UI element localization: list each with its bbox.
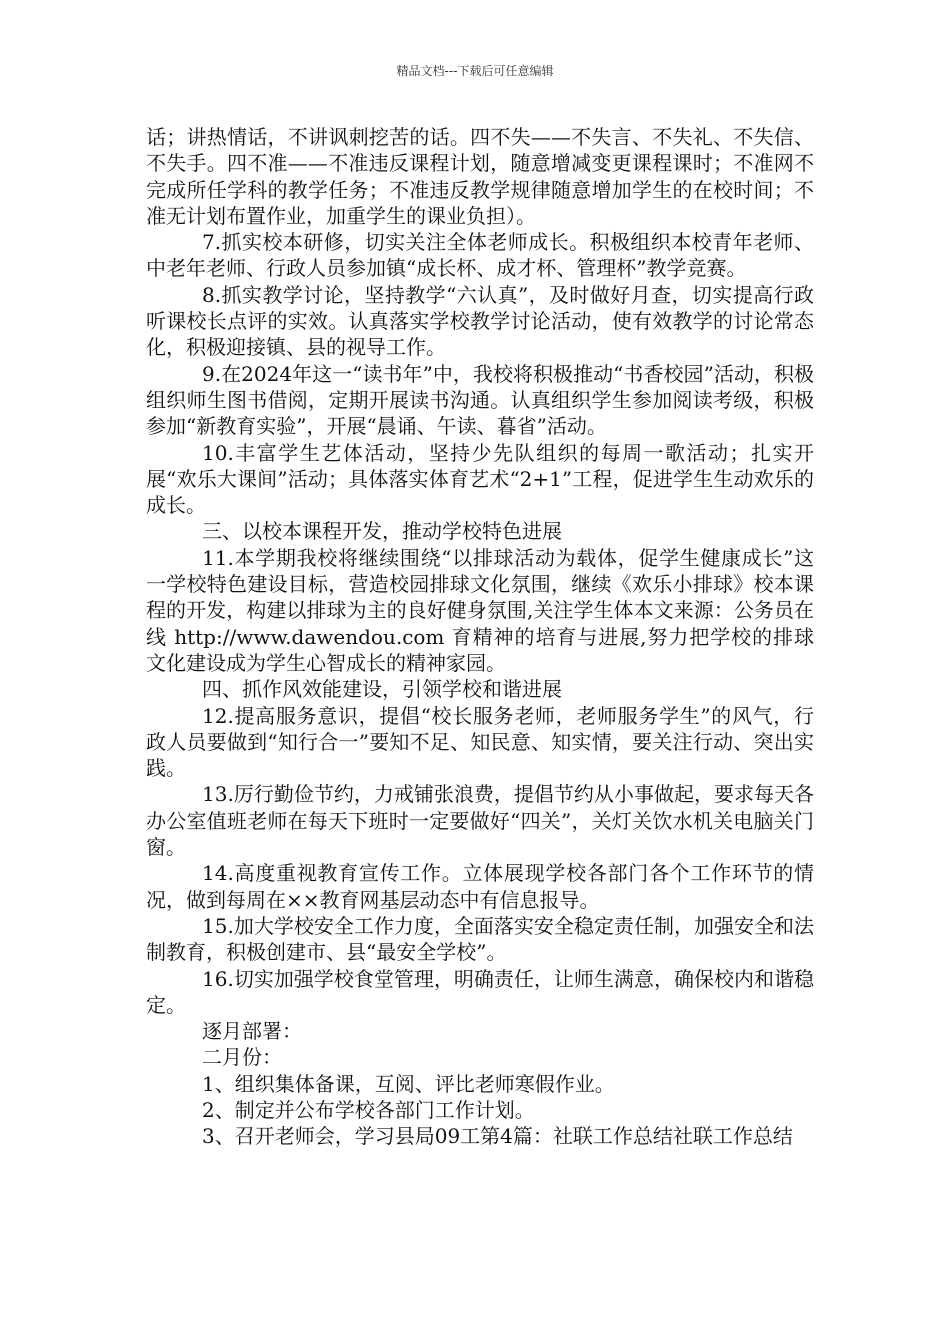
paragraph: 2、制定并公布学校各部门工作计划。: [202, 1097, 535, 1122]
paragraph: 话；讲热情话，不讲讽刺挖苦的话。四不失——不失言、不失礼、不失信、不失手。四不准——不准违反课程计划，随意增减变更课程课时；不准网不完成所任学科的教学任务；不准违反教学规律随意增加学生的在校时间；不准无计划布置作业，加重学生的课业负担）。: [146, 125, 814, 228]
paragraph: 16.切实加强学校食堂管理，明确责任，让师生满意，确保校内和谐稳定。: [146, 966, 814, 1017]
paragraph: 11.本学期我校将继续围绕“以排球活动为载体，促学生健康成长”这一学校特色建设目标，营造校园排球文化氛围，继续《欢乐小排球》校本课程的开发，构建以排球为主的良好健身氛围,关注学生体本文来源：公务员在线 http://www.dawendou.com 育精神的培育与进展,努力把学校的排球文化建设成为学生心智成长的精神家园。: [146, 545, 814, 675]
paragraph: 二月份：: [202, 1045, 282, 1070]
paragraph: 7.抓实校本研修，切实关注全体老师成长。积极组织本校青年老师、中老年老师、行政人员参加镇“成长杯、成才杯、管理杯”教学竞赛。: [146, 230, 814, 281]
paragraph: 13.厉行勤俭节约，力戒铺张浪费，提倡节约从小事做起，要求每天各办公室值班老师在每天下班时一定要做好“四关”，关灯关饮水机关电脑关门窗。: [146, 782, 814, 860]
paragraph: 10.丰富学生艺体活动，坚持少先队组织的每周一歌活动；扎实开展“欢乐大课间”活动；具体落实体育艺术“2+1”工程，促进学生生动欢乐的成长。: [146, 440, 814, 518]
paragraph: 15.加大学校安全工作力度，全面落实安全稳定责任制，加强安全和法制教育，积极创建市、县“最安全学校”。: [146, 913, 814, 965]
paragraph: 3、召开老师会，学习县局09工第4篇：社联工作总结社联工作总结: [202, 1124, 793, 1149]
paragraph: 三、以校本课程开发，推动学校特色进展: [202, 519, 562, 544]
paragraph: 逐月部署：: [202, 1019, 302, 1044]
paragraph: 9.在2024年这一“读书年”中，我校将积极推动“书香校园”活动，积极组织师生图书借阅，定期开展读书沟通。认真组织学生参加阅读考级，积极参加“新教育实验”，开展“晨诵、午读、暮省”活动。: [146, 361, 814, 439]
page-header: 精品文档---下载后可任意编辑: [396, 64, 554, 78]
paragraph: 12.提高服务意识，提倡“校长服务老师，老师服务学生”的风气，行政人员要做到“知行合一”要知不足、知民意、知实情，要关注行动、突出实践。: [146, 703, 814, 781]
paragraph: 14.高度重视教育宣传工作。立体展现学校各部门各个工作环节的情况，做到每周在××教育网基层动态中有信息报导。: [146, 861, 814, 912]
paragraph: 8.抓实教学讨论，坚持教学“六认真”，及时做好月查，切实提高行政听课校长点评的实效。认真落实学校教学讨论活动，使有效教学的讨论常态化，积极迎接镇、县的视导工作。: [146, 282, 814, 360]
paragraph: 四、抓作风效能建设，引领学校和谐进展: [202, 677, 562, 702]
paragraph: 1、组织集体备课，互阅、评比老师寒假作业。: [202, 1071, 615, 1096]
document-body: [146, 124, 814, 1150]
